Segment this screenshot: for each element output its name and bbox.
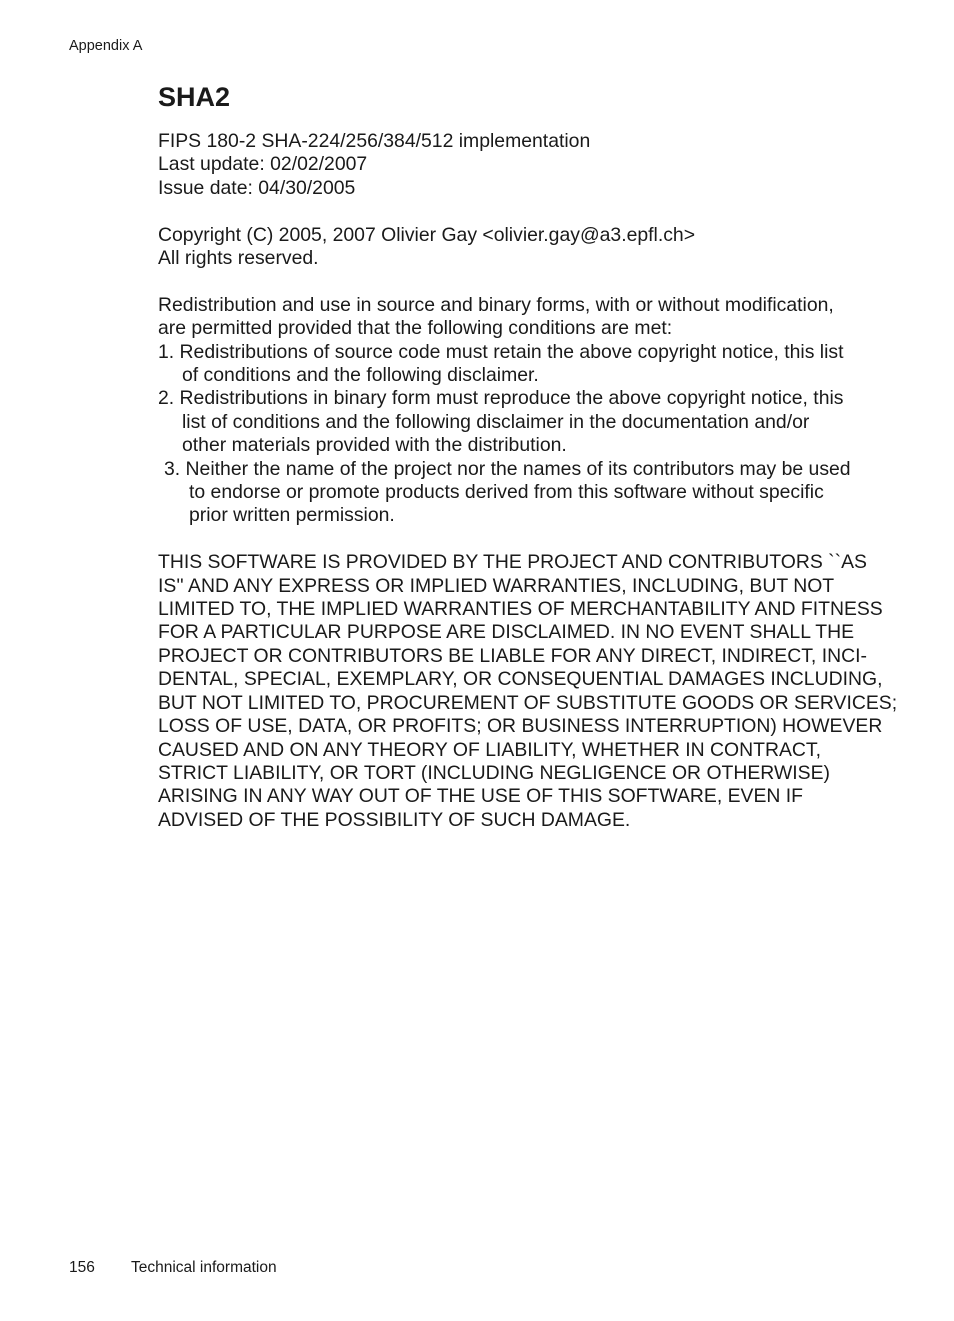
disclaimer-line: LIMITED TO, THE IMPLIED WARRANTIES OF MERCHANTABILITY AND FITNESS	[158, 598, 883, 621]
condition-item-2	[158, 387, 878, 457]
disclaimer-line: THIS SOFTWARE IS PROVIDED BY THE PROJECT AND CONTRIBUTORS ``AS	[158, 551, 867, 574]
section-title: SHA2	[158, 82, 231, 112]
condition-line: of conditions and the following disclaimer.	[182, 364, 539, 387]
intro-block	[158, 130, 878, 200]
conditions-lead-line: are permitted provided that the following conditions are met:	[158, 317, 673, 340]
disclaimer-line: PROJECT OR CONTRIBUTORS BE LIABLE FOR ANY DIRECT, INDIRECT, INCI-	[158, 644, 867, 667]
disclaimer-line: FOR A PARTICULAR PURPOSE ARE DISCLAIMED. IN NO EVENT SHALL THE	[158, 621, 855, 644]
condition-line: prior written permission.	[189, 504, 395, 527]
condition-line: 1. Redistributions of source code must retain the above copyright notice, this list	[158, 340, 844, 363]
condition-line: 2. Redistributions in binary form must reproduce the above copyright notice, this	[158, 387, 844, 410]
intro-line: FIPS 180-2 SHA-224/256/384/512 implementation	[158, 130, 591, 152]
intro-line: Issue date: 04/30/2005	[158, 176, 356, 199]
condition-item-1	[158, 341, 878, 388]
condition-item-3	[158, 458, 878, 528]
footer-section-name: Technical information	[131, 1259, 277, 1276]
copyright-line: Copyright (C) 2005, 2007 Olivier Gay <olivier.gay@a3.epfl.ch>	[158, 223, 696, 246]
copyright-line: All rights reserved.	[158, 247, 319, 270]
condition-line: 3. Neither the name of the project nor the names of its contributors may be used	[164, 457, 851, 480]
disclaimer-line: LOSS OF USE, DATA, OR PROFITS; OR BUSINESS INTERRUPTION) HOWEVER	[158, 715, 883, 738]
disclaimer-line: DENTAL, SPECIAL, EXEMPLARY, OR CONSEQUENTIAL DAMAGES INCLUDING,	[158, 668, 883, 691]
paragraph-gap	[158, 270, 878, 293]
disclaimer-block	[158, 551, 898, 832]
disclaimer-line: CAUSED AND ON ANY THEORY OF LIABILITY, WHETHER IN CONTRACT,	[158, 738, 822, 761]
running-header: Appendix A	[69, 38, 143, 54]
page-footer	[69, 1258, 277, 1277]
disclaimer-line: IS'' AND ANY EXPRESS OR IMPLIED WARRANTIES, INCLUDING, BUT NOT	[158, 574, 835, 597]
conditions-lead-line: Redistribution and use in source and binary forms, with or without modification,	[158, 293, 834, 316]
paragraph-gap	[158, 200, 878, 223]
disclaimer-line: BUT NOT LIMITED TO, PROCUREMENT OF SUBSTITUTE GOODS OR SERVICES;	[158, 691, 898, 714]
disclaimer-line: ADVISED OF THE POSSIBILITY OF SUCH DAMAGE.	[158, 808, 631, 831]
condition-line: list of conditions and the following disclaimer in the documentation and/or	[182, 410, 810, 433]
condition-line: to endorse or promote products derived from this software without specific	[189, 481, 824, 504]
intro-line: Last update: 02/02/2007	[158, 153, 368, 176]
license-body	[158, 130, 898, 832]
paragraph-gap	[158, 528, 878, 551]
page-number: 156	[69, 1259, 95, 1276]
disclaimer-line: STRICT LIABILITY, OR TORT (INCLUDING NEGLIGENCE OR OTHERWISE)	[158, 761, 830, 784]
condition-line: other materials provided with the distribution.	[182, 434, 567, 457]
copyright-block	[158, 224, 878, 271]
disclaimer-line: ARISING IN ANY WAY OUT OF THE USE OF THIS SOFTWARE, EVEN IF	[158, 785, 804, 808]
conditions-block	[158, 294, 878, 528]
